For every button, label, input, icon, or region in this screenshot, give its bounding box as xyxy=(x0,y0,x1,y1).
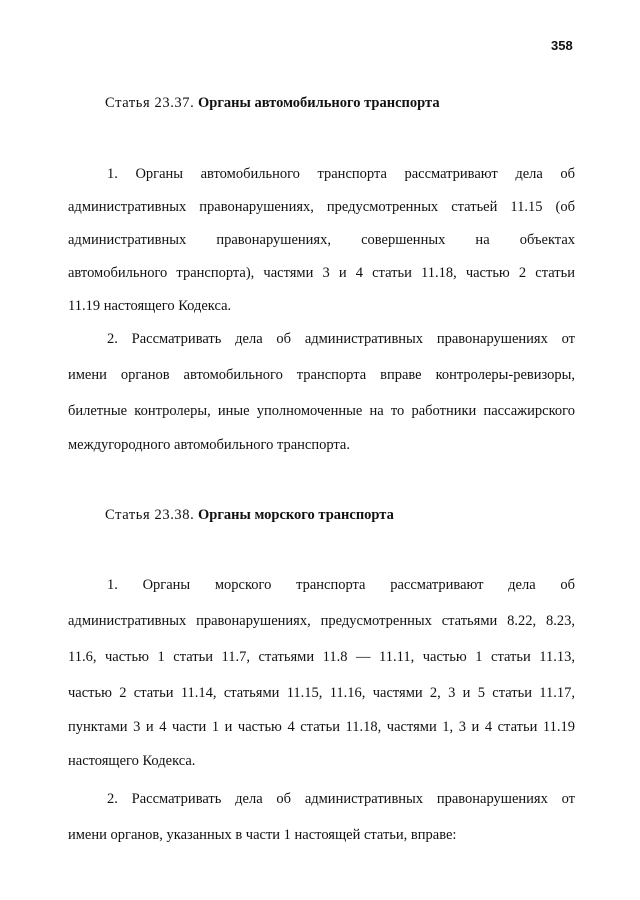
paragraph-line: пунктами 3 и 4 части 1 и частью 4 статьи 11.18, частями 1, 3 и 4 статьи 11.19 xyxy=(68,719,575,735)
paragraph-line: 1. Органы морского транспорта рассматривают дела об xyxy=(107,577,575,593)
article-number: Статья 23.38. xyxy=(105,507,195,523)
paragraph-line: 11.19 настоящего Кодекса. xyxy=(68,298,232,314)
page-number: 358 xyxy=(551,38,573,53)
paragraph-line: 2. Рассматривать дела об административных правонарушениях от xyxy=(107,791,575,807)
paragraph-line: имени органов, указанных в части 1 настоящей статьи, вправе: xyxy=(68,827,457,843)
paragraph-line: административных правонарушениях, совершенных на объектах xyxy=(68,232,575,248)
article-title-23-37 xyxy=(105,95,440,112)
paragraph-line: автомобильного транспорта), частями 3 и 4 статьи 11.18, частью 2 статьи xyxy=(68,265,575,281)
paragraph-line: административных правонарушениях, предусмотренных статьями 8.22, 8.23, xyxy=(68,613,575,629)
paragraph-line: настоящего Кодекса. xyxy=(68,753,196,769)
article-name: Органы морского транспорта xyxy=(197,507,394,523)
paragraph-line: 11.6, частью 1 статьи 11.7, статьями 11.8 — 11.11, частью 1 статьи 11.13, xyxy=(68,649,575,665)
paragraph-line: билетные контролеры, иные уполномоченные на то работники пассажирского xyxy=(68,403,575,419)
paragraph-line: частью 2 статьи 11.14, статьями 11.15, 11.16, частями 2, 3 и 5 статьи 11.17, xyxy=(68,685,575,701)
paragraph-line: междугородного автомобильного транспорта. xyxy=(68,437,350,453)
paragraph-line: административных правонарушениях, предусмотренных статьей 11.15 (об xyxy=(68,199,575,215)
paragraph-line: 2. Рассматривать дела об административных правонарушениях от xyxy=(107,331,575,347)
article-title-23-38 xyxy=(105,507,394,524)
article-name: Органы автомобильного транспорта xyxy=(197,95,440,111)
paragraph-line: имени органов автомобильного транспорта вправе контролеры-ревизоры, xyxy=(68,367,575,383)
paragraph-line: 1. Органы автомобильного транспорта рассматривают дела об xyxy=(107,166,575,182)
article-number: Статья 23.37. xyxy=(105,95,195,111)
